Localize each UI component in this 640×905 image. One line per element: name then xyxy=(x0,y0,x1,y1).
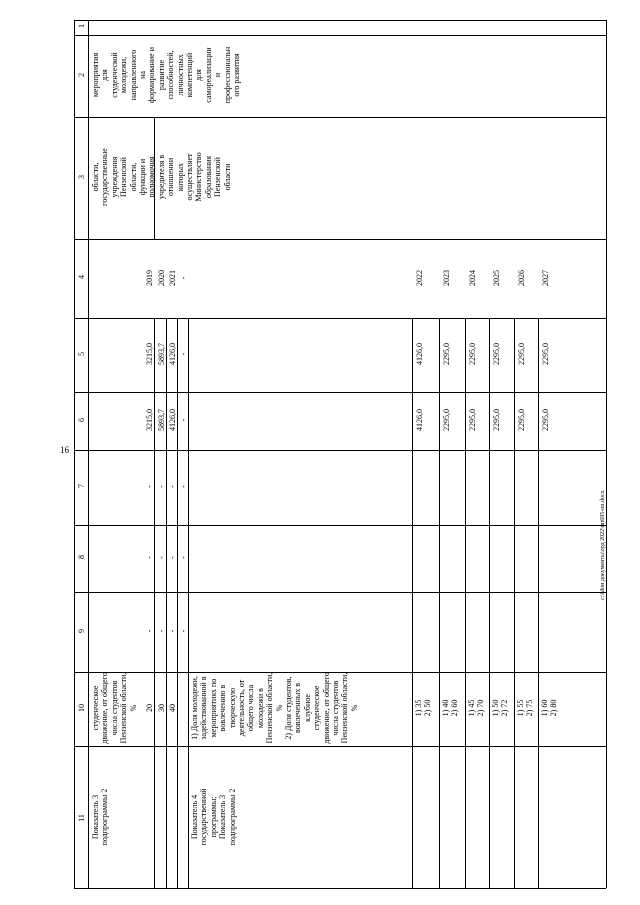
value-cell: 2295,0 xyxy=(468,343,477,365)
col10-mid-line: % xyxy=(274,704,284,712)
indicator-value: 1) 35 xyxy=(414,699,423,717)
value-cell: 2295,0 xyxy=(442,343,451,365)
col2-line: мероприятия xyxy=(91,52,100,98)
col11-mid-line: подпрограммы 2 xyxy=(227,788,237,846)
table-border-right xyxy=(74,888,606,889)
header-col-7: 7 xyxy=(77,484,86,488)
value-cell: 3215,0 xyxy=(145,343,154,365)
value-cell: - xyxy=(179,556,188,559)
year-cell: 2027 xyxy=(541,270,550,286)
col2-line: ого развития xyxy=(232,53,241,97)
col10-top-line: студенческое xyxy=(91,685,100,731)
year-cell: 2024 xyxy=(468,270,477,286)
value-cell: - xyxy=(145,485,154,488)
col10-mid-line: деятельность, от xyxy=(237,679,246,737)
value-cell: - xyxy=(156,629,166,633)
col2-line: развитие xyxy=(156,59,166,91)
col3-line: учреждения xyxy=(109,156,119,198)
value-cell: - xyxy=(179,629,188,633)
value-cell: 2295,0 xyxy=(468,409,477,431)
value-cell: 2295,0 xyxy=(492,343,501,365)
col2-line: самореализации xyxy=(203,47,213,103)
col10-top-line: движение, от общего xyxy=(100,672,110,744)
header-col-3: 3 xyxy=(77,175,86,179)
footer-file-path: c:\Мои документы\орд 2022\ип695-оп.docx xyxy=(600,490,606,600)
col2-line: компетенций xyxy=(185,52,194,98)
col3-line: Пензенской xyxy=(119,157,129,197)
table-border-bottom xyxy=(606,20,607,888)
value-cell: 4126,0 xyxy=(167,343,177,365)
indicator-value: 1) 40 xyxy=(441,699,450,717)
col2-line: направленного xyxy=(128,49,138,101)
year-cell: 2025 xyxy=(492,270,501,286)
col2-line: личностных xyxy=(175,54,185,96)
header-col-4: 4 xyxy=(77,275,86,279)
col10-mid-line: вовлеченных в xyxy=(293,682,303,734)
indicator-value: 1) 45 xyxy=(467,699,476,717)
value-cell: 5893,7 xyxy=(156,343,166,365)
col10-mid-line: 2) Доля студентов, xyxy=(284,676,293,740)
col11-top-line: подпрограммы 2 xyxy=(100,788,110,846)
row-sep xyxy=(412,318,413,888)
col10-mid-line: молодежи в xyxy=(255,688,265,728)
col3-line: образования xyxy=(203,155,213,199)
header-col-5: 5 xyxy=(77,352,86,356)
value-cell: 2295,0 xyxy=(492,409,501,431)
value-cell: 30 xyxy=(156,704,166,712)
col11-mid-line: государственной xyxy=(199,788,209,846)
value-cell: - xyxy=(179,418,188,422)
col11-mid-line: Показатель 3 xyxy=(218,794,228,840)
col10-mid-line: движение, от общего xyxy=(321,672,331,744)
col3-line: области xyxy=(222,163,232,191)
col3-line: осуществляет xyxy=(185,153,194,201)
value-cell: 4126,0 xyxy=(415,409,424,431)
header-col-1: 1 xyxy=(77,24,86,28)
col2-line: на xyxy=(138,71,147,79)
indicator-value: 2) 75 xyxy=(525,699,535,717)
year-cell: 2023 xyxy=(442,270,451,286)
value-cell: - xyxy=(167,485,177,488)
value-cell: - xyxy=(156,485,166,488)
col3-line: Министерство xyxy=(194,152,204,202)
header-col-9: 9 xyxy=(77,629,86,633)
col10-mid-line: клубное xyxy=(302,694,312,722)
value-cell: 2295,0 xyxy=(517,409,526,431)
col2-line: студенческой xyxy=(109,52,119,98)
header-col-10: 10 xyxy=(77,704,86,712)
header-separator xyxy=(88,20,89,888)
col2-line: формирование и xyxy=(147,46,157,104)
row-sep xyxy=(538,318,539,888)
col10-mid-line: общего числа xyxy=(246,684,256,732)
value-cell: - xyxy=(179,352,188,356)
indicator-value: 2) 70 xyxy=(476,699,486,717)
rotated-table xyxy=(74,20,606,888)
col2-line: молодежи, xyxy=(119,56,129,94)
col3-line: учредителя в xyxy=(156,154,166,200)
col10-top-line: Пензенской области, xyxy=(119,672,129,744)
value-cell: 5893,7 xyxy=(156,409,166,431)
col10-mid-line: задействованной в xyxy=(199,676,209,740)
col11-mid-line: Показатель 4 xyxy=(190,794,199,840)
value-cell: - xyxy=(156,556,166,559)
col3-line: функции и xyxy=(138,158,147,196)
col10-mid-line: Пензенской области, xyxy=(265,672,275,744)
table-border-left xyxy=(74,20,606,21)
value-cell: - xyxy=(167,556,177,559)
row-sep xyxy=(465,318,466,888)
header-col-11: 11 xyxy=(77,814,86,822)
value-cell: 2295,0 xyxy=(541,409,550,431)
indicator-value: 1) 60 xyxy=(540,699,549,717)
table-border-top xyxy=(74,20,75,888)
value-cell: - xyxy=(179,485,188,488)
col11-top-line: Показатель 3 xyxy=(91,794,100,840)
value-cell: 4126,0 xyxy=(167,409,177,431)
indicator-value: 2) 50 xyxy=(423,699,433,717)
col10-mid-line: студенческое xyxy=(312,685,322,731)
value-cell: 2295,0 xyxy=(517,343,526,365)
indicator-value: 2) 60 xyxy=(450,699,460,717)
col10-mid-line: творческую xyxy=(227,687,237,729)
year-cell: - xyxy=(179,276,188,280)
col10-mid-line: Пензенской области, xyxy=(340,672,350,744)
col3-line: области, xyxy=(128,162,138,192)
year-cell: 2021 xyxy=(167,270,177,286)
year-cell: 2020 xyxy=(156,270,166,286)
value-cell: - xyxy=(145,629,154,633)
col3-line: отношении xyxy=(166,157,176,197)
header-col-6: 6 xyxy=(77,418,86,422)
col10-mid-line: мероприятиях по xyxy=(208,678,218,738)
col10-mid-line: вовлечению в xyxy=(218,684,228,732)
col2-line: профессиональн xyxy=(222,46,232,104)
row-sep xyxy=(439,318,440,888)
col3-line: Пензенской xyxy=(213,157,223,197)
indicator-value: 1) 50 xyxy=(491,699,500,717)
value-cell: - xyxy=(167,629,177,633)
col3-line: полномочия xyxy=(147,156,157,198)
col3-line: государственные xyxy=(100,148,110,206)
col11-mid-line: программы; xyxy=(208,796,218,838)
col3-line: области, xyxy=(91,162,100,192)
value-cell: 3215,0 xyxy=(145,409,154,431)
col2-line: и xyxy=(213,72,223,78)
col10-mid-line: 1) Доля молодежи, xyxy=(190,676,199,740)
value-cell: 4126,0 xyxy=(415,343,424,365)
value-cell: - xyxy=(145,556,154,559)
page-number: 16 xyxy=(60,445,69,455)
indicator-value: 2) 72 xyxy=(500,699,510,717)
col10-top-line: % xyxy=(128,704,138,712)
indicator-value: 2) 80 xyxy=(549,699,559,717)
col10-mid-line: % xyxy=(349,704,359,712)
col2-line: способностей, xyxy=(166,50,176,100)
year-cell: 2019 xyxy=(145,270,154,286)
row-sep xyxy=(514,318,515,888)
year-cell: 2022 xyxy=(415,270,424,286)
col3-line: которых xyxy=(175,162,185,192)
col2-line: для xyxy=(100,69,110,81)
col10-mid-line: числа студентов xyxy=(331,680,340,736)
indicator-value: 1) 55 xyxy=(516,699,525,717)
year-cell: 2026 xyxy=(517,270,526,286)
col2-line: для xyxy=(194,69,204,81)
value-cell: 2295,0 xyxy=(442,409,451,431)
header-col-8: 8 xyxy=(77,555,86,559)
value-cell: 20 xyxy=(145,704,154,712)
value-cell: 40 xyxy=(167,704,177,712)
row-sep xyxy=(489,318,490,888)
value-cell: 2295,0 xyxy=(541,343,550,365)
header-col-2: 2 xyxy=(77,73,86,77)
col10-top-line: числа студентов xyxy=(109,680,119,736)
